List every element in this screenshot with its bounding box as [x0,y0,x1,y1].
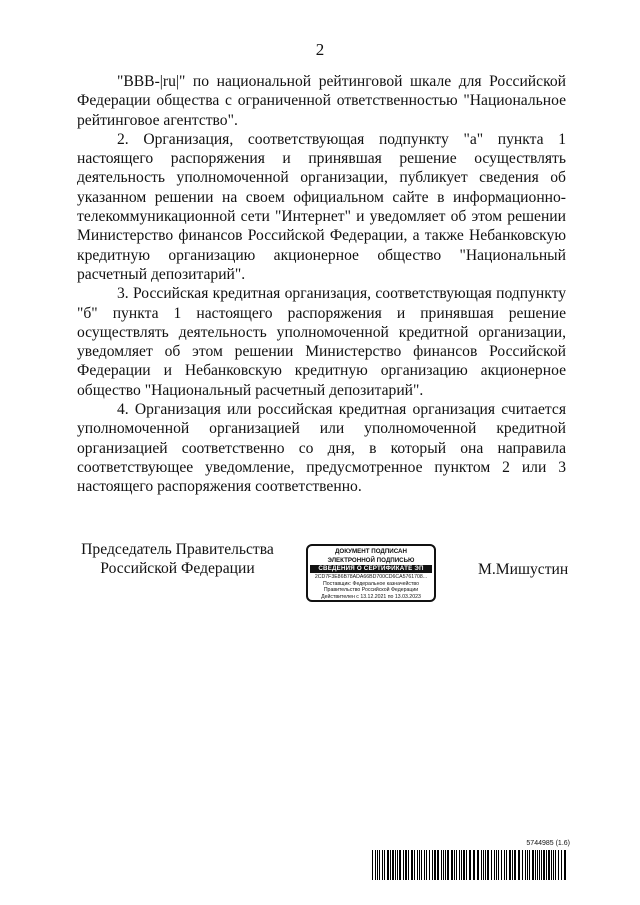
document-code: 5744985 (1.6) [526,840,570,847]
stamp-certificate-band: СВЕДЕНИЯ О СЕРТИФИКАТЕ ЭП [310,565,432,573]
stamp-title-line-1: ДОКУМЕНТ ПОДПИСАН [335,548,407,555]
paragraph-4: 4. Организация или российская кредитная организация считается уполномоченной организацией или уполномоченной кредитной организацией соответственно со дня, в который она направила соответствующее уведомление, предусмотренное пунктом 2 или 3 настоящего распоряжения соответственно. [77,401,566,496]
stamp-certificate-id: 2CD7F3E86B78ADA66BD700CD6CA5761708... [314,574,428,580]
paragraph-2: 2. Организация, соответствующая подпункту "а" пункта 1 настоящего распоряжения и принявшая решение осуществлять деятельность уполномоченной организации, публикует сведения об указанном решении на своем официальном сайте в информационно-телекоммуникационной сети "Интернет" и уведомляет об этом решении Министерство финансов Российской Федерации, а также Небанковскую кредитную организацию акционерное общество "Национальный расчетный депозитарий". [77,130,566,283]
stamp-validity: Действителен с 13.12.2021 по 13.03.2023 [321,593,421,600]
stamp-issuer-line-1: Поставщик: Федеральное казначейство [323,580,419,587]
signatory-position-line-2: Российской Федерации [100,560,255,578]
signatory-position-line-1: Председатель Правительства [81,541,274,558]
document-body [77,72,566,497]
signatory-position [70,540,285,579]
electronic-signature-stamp [306,544,436,602]
stamp-title-line-2: ЭЛЕКТРОННОЙ ПОДПИСЬЮ [327,557,415,564]
paragraph-1: "BBB-|ru|" по национальной рейтинговой шкале для Российской Федерации общества с ограниченной ответственностью "Национальное рейтинговое агентство". [77,73,566,129]
stamp-issuer-line-2: Правительство Российской Федерации [323,587,419,593]
page-number: 2 [315,40,325,59]
signatory-name: М.Мишустин [478,561,569,578]
barcode-icon [372,850,567,880]
paragraph-3: 3. Российская кредитная организация, соответствующая подпункту "б" пункта 1 настоящего распоряжения и принявшая решение осуществлять деятельность уполномоченной кредитной организации, уведомляет об этом решении Министерство финансов Российской Федерации и Небанковскую кредитную организацию акционерное общество "Национальный расчетный депозитарий". [77,285,566,399]
